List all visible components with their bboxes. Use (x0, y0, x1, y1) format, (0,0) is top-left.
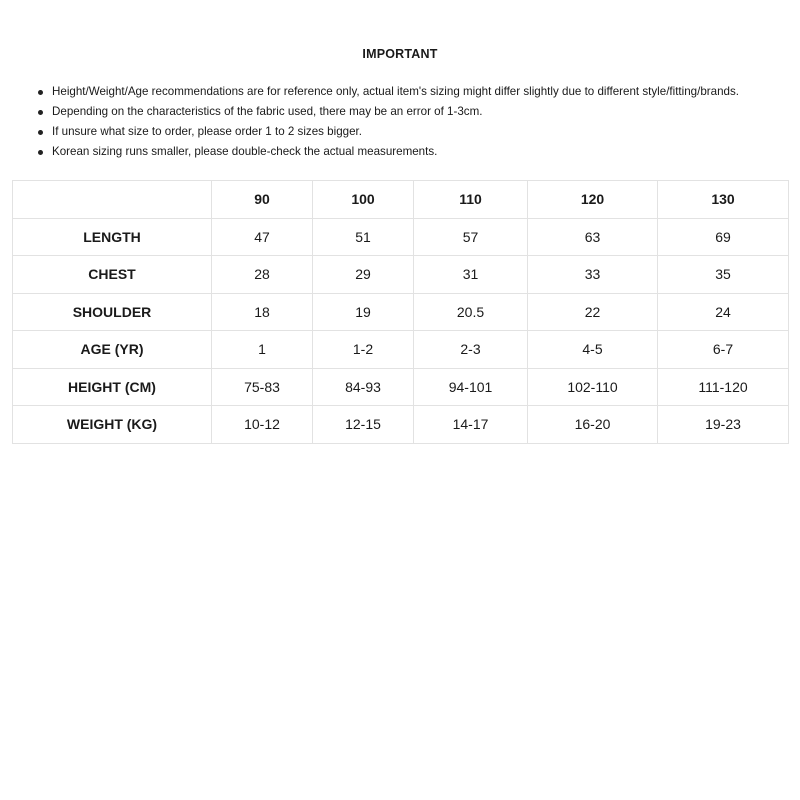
table-cell: 2-3 (414, 331, 528, 369)
table-cell: 18 (212, 293, 313, 331)
table-cell: 1-2 (313, 331, 414, 369)
table-cell: 84-93 (313, 368, 414, 406)
table-corner-cell (13, 181, 212, 219)
table-cell: 20.5 (414, 293, 528, 331)
table-cell: 57 (414, 218, 528, 256)
row-label: HEIGHT (CM) (13, 368, 212, 406)
size-header-130: 130 (658, 181, 789, 219)
table-cell: 69 (658, 218, 789, 256)
note-item (36, 142, 756, 162)
note-text: If unsure what size to order, please order 1 to 2 sizes bigger. (52, 125, 362, 138)
table-cell: 51 (313, 218, 414, 256)
table-cell: 31 (414, 256, 528, 294)
note-item (36, 122, 756, 142)
table-cell: 75-83 (212, 368, 313, 406)
note-item (36, 82, 756, 102)
size-header-120: 120 (528, 181, 658, 219)
table-row-chest (13, 256, 789, 294)
row-label: AGE (YR) (13, 331, 212, 369)
table-cell: 10-12 (212, 406, 313, 444)
table-header-row (13, 181, 789, 219)
table-cell: 33 (528, 256, 658, 294)
size-header-90: 90 (212, 181, 313, 219)
row-label: CHEST (13, 256, 212, 294)
table-cell: 29 (313, 256, 414, 294)
size-header-100: 100 (313, 181, 414, 219)
table-row-shoulder (13, 293, 789, 331)
table-cell: 12-15 (313, 406, 414, 444)
table-cell: 16-20 (528, 406, 658, 444)
table-cell: 19 (313, 293, 414, 331)
table-cell: 47 (212, 218, 313, 256)
row-label: WEIGHT (KG) (13, 406, 212, 444)
table-cell: 63 (528, 218, 658, 256)
page-title: IMPORTANT (362, 47, 438, 61)
row-label: SHOULDER (13, 293, 212, 331)
note-text: Depending on the characteristics of the fabric used, there may be an error of 1-3cm. (52, 105, 483, 118)
table-cell: 4-5 (528, 331, 658, 369)
table-cell: 28 (212, 256, 313, 294)
note-item (36, 102, 756, 122)
table-row-weight (13, 406, 789, 444)
bullet-icon (38, 130, 43, 135)
table-row-height (13, 368, 789, 406)
table-cell: 94-101 (414, 368, 528, 406)
table-cell: 19-23 (658, 406, 789, 444)
table-cell: 14-17 (414, 406, 528, 444)
bullet-icon (38, 90, 43, 95)
bullet-icon (38, 110, 43, 115)
table-row-length (13, 218, 789, 256)
notes-list (36, 82, 756, 162)
table-cell: 22 (528, 293, 658, 331)
table-cell: 6-7 (658, 331, 789, 369)
table-cell: 1 (212, 331, 313, 369)
table-cell: 102-110 (528, 368, 658, 406)
table-cell: 24 (658, 293, 789, 331)
table-cell: 111-120 (658, 368, 789, 406)
row-label: LENGTH (13, 218, 212, 256)
table-row-age (13, 331, 789, 369)
size-chart-table (12, 180, 789, 444)
size-header-110: 110 (414, 181, 528, 219)
note-text: Height/Weight/Age recommendations are for reference only, actual item's sizing might differ slightly due to different style/fitting/brands. (52, 85, 740, 98)
note-text: Korean sizing runs smaller, please double-check the actual measurements. (52, 145, 438, 158)
table-cell: 35 (658, 256, 789, 294)
bullet-icon (38, 150, 43, 155)
